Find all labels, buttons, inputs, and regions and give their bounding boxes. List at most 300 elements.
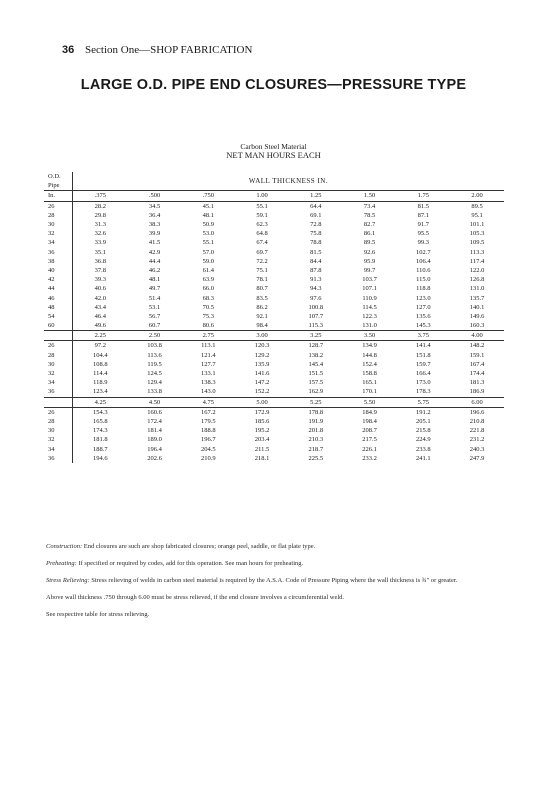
man-hours-cell: 69.7 [256,248,268,256]
man-hours-cell: 40.6 [94,285,107,293]
man-hours-cell: 247.9 [469,454,485,462]
man-hours-cell: 184.9 [362,408,377,416]
man-hours-cell: 105.3 [469,230,485,238]
man-hours-cell: 133.8 [147,388,162,396]
wall-thickness-cell: 4.75 [181,397,235,407]
wall-thickness-cell: 1.25 [289,191,343,201]
man-hours-cell: 178.8 [308,408,324,416]
man-hours-cell: 70.5 [202,303,214,311]
man-hours-cell: 140.1 [469,303,485,311]
wall-thickness-cell: 3.00 [235,331,289,341]
man-hours-cell: 49.6 [94,322,107,330]
od-cell: 30 [44,426,73,435]
man-hours-cell: 87.1 [417,211,429,219]
man-hours-cell: 122.3 [362,312,377,320]
od-header-cell: Pipe [44,181,73,191]
man-hours-cell: 198.4 [362,417,377,425]
man-hours-cell: 210.3 [308,436,324,444]
man-hours-cell: 39.9 [148,230,161,238]
man-hours-cell: 42.0 [94,294,107,302]
man-hours-cell: 135.7 [469,294,485,302]
note-text: End closures are such are shop fabricated closures; orange peel, saddle, or flat plate type. [82,543,316,550]
man-hours-cell: 97.6 [310,294,322,302]
man-hours-cell: 83.5 [256,294,268,302]
man-hours-cell: 91.7 [417,221,429,229]
man-hours-cell: 165.1 [362,379,377,387]
man-hours-cell: 92.1 [256,312,268,320]
man-hours-cell: 196.7 [201,436,216,444]
man-hours-cell: 120.3 [254,342,270,350]
man-hours-cell: 44.4 [148,257,161,265]
man-hours-cell: 78.5 [363,211,376,219]
man-hours-cell: 64.8 [256,230,268,238]
table-row [44,407,504,417]
man-hours-cell: 92.6 [363,248,376,256]
man-hours-cell: 119.5 [147,360,162,368]
man-hours-cell: 123.4 [93,388,108,396]
man-hours-cell: 186.9 [469,388,485,396]
wall-thickness-cell: 5.75 [396,397,450,407]
od-header-cell [44,331,73,341]
man-hours-cell: 53.1 [148,303,161,311]
man-hours-cell: 33.9 [94,239,107,247]
od-cell: 32 [44,435,73,444]
man-hours-cell: 208.7 [362,427,377,435]
man-hours-cell: 87.8 [310,266,322,274]
man-hours-cell: 167.4 [469,360,485,368]
man-hours-cell: 210.9 [201,454,216,462]
od-cell: 34 [44,378,73,387]
man-hours-cell: 39.3 [94,276,107,284]
od-cell: 36 [44,454,73,463]
od-cell: 42 [44,275,73,284]
man-hours-cell: 38.3 [148,221,161,229]
man-hours-cell: 122.0 [469,266,485,274]
man-hours-cell: 167.2 [201,408,216,416]
wall-thickness-cell: 1.50 [343,191,397,201]
od-cell: 38 [44,257,73,266]
man-hours-cell: 95.9 [363,257,376,265]
man-hours-cell: 60.7 [148,322,161,330]
man-hours-cell: 240.3 [469,445,485,453]
man-hours-cell: 84.4 [310,257,322,265]
man-hours-cell: 225.5 [308,454,324,462]
table-caption [0,142,547,160]
man-hours-cell: 181.8 [93,436,108,444]
od-cell: 44 [44,284,73,293]
man-hours-cell: 162.9 [308,388,324,396]
note-paragraph [46,559,506,568]
wall-thickness-cell: 3.75 [396,331,450,341]
man-hours-cell: 86.2 [256,303,268,311]
od-cell: 36 [44,387,73,397]
wall-thickness-cell: .375 [73,191,128,201]
wall-thickness-cell: 2.75 [181,331,235,341]
page-title: LARGE O.D. PIPE END CLOSURES—PRESSURE TYPE [80,77,467,93]
units-label: NET MAN HOURS EACH [226,150,321,160]
page-header [62,44,252,56]
man-hours-cell: 173.0 [416,379,431,387]
table-row [44,293,504,302]
man-hours-cell: 166.4 [416,370,431,378]
table-row [44,360,504,369]
man-hours-cell: 48.1 [202,211,214,219]
man-hours-cell: 110.6 [416,266,431,274]
man-hours-cell: 64.4 [310,202,322,210]
man-hours-cell: 160.3 [469,322,485,330]
od-cell: 54 [44,312,73,321]
table-row [44,351,504,360]
man-hours-cell: 98.4 [256,322,268,330]
wall-thickness-cell: 3.50 [343,331,397,341]
man-hours-cell: 114.5 [362,303,377,311]
man-hours-cell: 124.5 [147,370,162,378]
man-hours-cell: 141.6 [254,370,270,378]
man-hours-cell: 89.5 [471,202,483,210]
table-row [44,435,504,444]
wall-thickness-cell: 4.50 [128,397,182,407]
man-hours-cell: 188.7 [93,445,108,453]
man-hours-cell: 121.4 [201,351,216,359]
wall-thickness-cell: 2.25 [73,331,128,341]
man-hours-cell: 141.4 [416,342,431,350]
man-hours-cell: 73.4 [363,202,376,210]
man-hours-cell: 152.4 [362,360,377,368]
man-hours-cell: 108.8 [93,360,108,368]
man-hours-cell: 217.5 [362,436,377,444]
wall-thickness-cell: 1.75 [396,191,450,201]
man-hours-cell: 78.1 [256,276,268,284]
man-hours-cell: 29.8 [94,211,107,219]
wall-thickness-cell: 4.25 [73,397,128,407]
man-hours-cell: 57.0 [202,248,214,256]
man-hours-cell: 104.4 [93,351,108,359]
man-hours-cell: 224.9 [416,436,431,444]
man-hours-cell: 61.4 [202,266,214,274]
table-row [44,378,504,387]
wall-thickness-cell: 5.50 [343,397,397,407]
man-hours-cell: 194.6 [93,454,108,462]
wall-thickness-cell: 5.25 [289,397,343,407]
man-hours-cell: 118.8 [416,285,431,293]
man-hours-cell: 45.1 [202,202,214,210]
man-hours-cell: 66.0 [202,285,214,293]
note-label: Construction: [46,543,83,550]
od-header-cell: In. [44,191,73,201]
man-hours-cell: 107.1 [362,285,377,293]
man-hours-cell: 78.8 [310,239,322,247]
man-hours-cell: 59.0 [202,257,214,265]
wall-thickness-header: WALL THICKNESS IN. [248,176,329,185]
man-hours-cell: 152.2 [254,388,270,396]
note-paragraph [46,610,506,619]
man-hours-cell: 46.2 [148,266,161,274]
note-paragraph [46,542,506,551]
man-hours-cell: 115.3 [308,322,323,330]
man-hours-cell: 129.4 [147,379,162,387]
od-cell: 40 [44,266,73,275]
od-cell: 32 [44,229,73,238]
man-hours-cell: 67.4 [256,239,268,247]
man-hours-cell: 154.3 [93,408,108,416]
table-row [44,387,504,397]
man-hours-cell: 202.6 [147,454,162,462]
man-hours-cell: 48.1 [148,276,161,284]
man-hours-cell: 127.0 [416,303,431,311]
man-hours-cell: 123.0 [416,294,431,302]
man-hours-cell: 181.4 [147,427,162,435]
man-hours-cell: 36.8 [94,257,107,265]
table-row [44,201,504,211]
man-hours-cell: 157.5 [308,379,324,387]
man-hours-cell: 99.3 [417,239,429,247]
man-hours-cell: 35.1 [94,248,107,256]
man-hours-cell: 215.8 [416,427,431,435]
man-hours-cell: 110.9 [362,294,377,302]
man-hours-cell: 159.1 [469,351,485,359]
note-text: Above wall thickness .750 through 6.00 must be stress relieved, if the end closure involves a circumferential weld. [46,594,345,601]
man-hours-cell: 189.0 [147,436,162,444]
man-hours-cell: 196.4 [147,445,162,453]
man-hours-cell: 135.6 [416,312,431,320]
man-hours-cell: 117.4 [469,257,485,265]
man-hours-cell: 138.2 [308,351,324,359]
od-cell: 28 [44,417,73,426]
man-hours-cell: 95.5 [417,230,429,238]
man-hours-cell: 172.4 [147,417,162,425]
man-hours-cell: 102.7 [416,248,431,256]
man-hours-cell: 75.1 [256,266,268,274]
man-hours-cell: 203.4 [254,436,270,444]
man-hours-cell: 37.8 [94,266,107,274]
man-hours-cell: 115.0 [416,276,431,284]
man-hours-cell: 113.3 [469,248,485,256]
table-row [44,220,504,229]
man-hours-cell: 221.8 [469,427,485,435]
man-hours-cell: 160.6 [147,408,162,416]
man-hours-cell: 113.1 [201,342,216,350]
man-hours-cell: 196.6 [469,408,485,416]
man-hours-cell: 148.2 [469,342,485,350]
man-hours-cell: 81.5 [417,202,429,210]
wall-thickness-cell: .750 [181,191,235,201]
man-hours-cell: 131.0 [469,285,485,293]
man-hours-cell: 185.6 [254,417,270,425]
man-hours-cell: 113.6 [147,351,162,359]
od-cell: 28 [44,211,73,220]
man-hours-cell: 174.4 [469,370,485,378]
man-hours-cell: 53.0 [202,230,214,238]
table-row [44,454,504,463]
man-hours-cell: 109.5 [469,239,485,247]
man-hours-cell: 151.8 [416,351,431,359]
note-text: See respective table for stress relieving. [46,611,150,618]
man-hours-cell: 178.3 [416,388,431,396]
man-hours-cell: 233.8 [416,445,431,453]
man-hours-cell: 69.1 [310,211,322,219]
table-row [44,211,504,220]
man-hours-cell: 174.3 [93,427,108,435]
wall-thickness-cell: 2.50 [128,331,182,341]
man-hours-cell: 99.7 [363,266,376,274]
man-hours-cell: 100.8 [308,303,324,311]
man-hours-cell: 191.9 [308,417,324,425]
man-hours-cell: 145.4 [308,360,324,368]
man-hours-cell: 179.5 [201,417,216,425]
man-hours-cell: 43.4 [94,303,107,311]
man-hours-cell: 143.0 [201,388,216,396]
table-row [44,248,504,257]
man-hours-cell: 59.1 [256,211,268,219]
man-hours-cell: 56.7 [148,312,161,320]
man-hours-cell: 134.9 [362,342,377,350]
man-hours-cell: 133.1 [201,370,216,378]
man-hours-cell: 233.2 [362,454,377,462]
od-header-cell [44,397,73,407]
man-hours-cell: 131.0 [362,322,377,330]
man-hours-cell: 107.7 [308,312,324,320]
table-row [44,426,504,435]
table-row [44,369,504,378]
od-cell: 26 [44,407,73,417]
man-hours-cell: 181.3 [469,379,485,387]
note-label: Stress Relieving: [46,577,90,584]
man-hours-cell: 91.3 [310,276,322,284]
wall-thickness-cell: 4.00 [450,331,504,341]
man-hours-cell: 226.1 [362,445,377,453]
man-hours-cell: 159.7 [416,360,431,368]
note-label: Preheating: [46,560,77,567]
man-hours-cell: 89.5 [363,239,376,247]
note-text: Stress relieving of welds in carbon steel material is required by the A.S.A. Code of Pressure Piping where the wall thickness is ¾" or greater. [89,577,458,584]
note-paragraph [46,576,506,585]
od-cell: 36 [44,248,73,257]
man-hours-cell: 28.2 [94,202,107,210]
man-hours-cell: 151.5 [308,370,324,378]
man-hours-cell: 158.8 [362,370,377,378]
table-row [44,341,504,351]
man-hours-cell: 103.8 [147,342,162,350]
od-cell: 60 [44,321,73,331]
man-hours-cell: 103.7 [362,276,377,284]
wall-thickness-cell: 5.00 [235,397,289,407]
od-cell: 48 [44,303,73,312]
table-row [44,321,504,331]
od-cell: 28 [44,351,73,360]
man-hours-cell: 42.9 [148,248,161,256]
man-hours-cell: 41.5 [148,239,161,247]
man-hours-cell: 75.3 [202,312,214,320]
man-hours-cell: 82.7 [363,221,376,229]
man-hours-cell: 55.1 [256,202,268,210]
table-row [44,303,504,312]
man-hours-cell: 127.7 [201,360,216,368]
wall-thickness-cell: 6.00 [450,397,504,407]
man-hours-cell: 188.8 [201,427,216,435]
table-row [44,312,504,321]
od-cell: 34 [44,238,73,247]
od-cell: 30 [44,220,73,229]
man-hours-cell: 147.2 [254,379,270,387]
od-cell: 30 [44,360,73,369]
man-hours-cell: 32.6 [94,230,107,238]
man-hours-cell: 50.9 [202,221,214,229]
man-hours-cell: 80.6 [202,322,214,330]
man-hours-cell: 231.2 [469,436,485,444]
man-hours-cell: 210.8 [469,417,485,425]
man-hours-cell: 204.5 [201,445,216,453]
od-cell: 34 [44,444,73,453]
man-hours-cell: 129.2 [254,351,270,359]
man-hours-cell: 205.1 [416,417,431,425]
man-hours-cell: 118.9 [93,379,108,387]
man-hours-cell: 36.4 [148,211,161,219]
man-hours-cell: 149.6 [469,312,485,320]
wall-thickness-cell: 2.00 [450,191,504,201]
od-cell: 46 [44,293,73,302]
wall-thickness-cell: 3.25 [289,331,343,341]
man-hours-cell: 46.4 [94,312,107,320]
man-hours-cell: 191.2 [416,408,431,416]
man-hours-cell: 106.4 [416,257,431,265]
note-paragraph [46,593,506,602]
table-row [44,284,504,293]
material-label: Carbon Steel Material [240,142,307,151]
man-hours-cell: 49.7 [148,285,161,293]
od-cell: 26 [44,341,73,351]
man-hours-cell: 72.8 [310,221,322,229]
wall-thickness-cell: 1.00 [235,191,289,201]
man-hours-cell: 75.8 [310,230,322,238]
man-hours-cell: 97.2 [94,342,107,350]
od-cell: 26 [44,201,73,211]
man-hours-cell: 86.1 [363,230,376,238]
table-row [44,229,504,238]
man-hours-cell: 51.4 [148,294,161,302]
man-hours-cell: 114.4 [93,370,108,378]
table-row [44,257,504,266]
man-hours-cell: 80.7 [256,285,268,293]
man-hours-cell: 72.2 [256,257,268,265]
man-hours-cell: 94.3 [310,285,322,293]
page-number: 36 [62,44,75,56]
man-hours-cell: 218.7 [308,445,324,453]
man-hours-cell: 63.9 [202,276,214,284]
table-row [44,238,504,247]
man-hours-cell: 201.8 [308,427,324,435]
man-hours-cell: 95.1 [471,211,483,219]
od-cell: 32 [44,369,73,378]
man-hours-cell: 31.3 [94,221,107,229]
man-hours-table [44,172,504,463]
man-hours-cell: 145.3 [416,322,431,330]
man-hours-cell: 135.9 [254,360,270,368]
man-hours-cell: 195.2 [254,427,270,435]
man-hours-cell: 128.7 [308,342,324,350]
man-hours-cell: 172.9 [254,408,270,416]
man-hours-cell: 211.5 [254,445,270,453]
man-hours-cell: 68.3 [202,294,214,302]
table-row [44,266,504,275]
man-hours-cell: 81.5 [310,248,322,256]
man-hours-cell: 144.8 [362,351,377,359]
notes [46,542,506,627]
man-hours-cell: 101.1 [469,221,485,229]
man-hours-cell: 126.8 [469,276,485,284]
table-row [44,275,504,284]
man-hours-cell: 34.5 [148,202,161,210]
section-title: Section One—SHOP FABRICATION [85,44,253,56]
